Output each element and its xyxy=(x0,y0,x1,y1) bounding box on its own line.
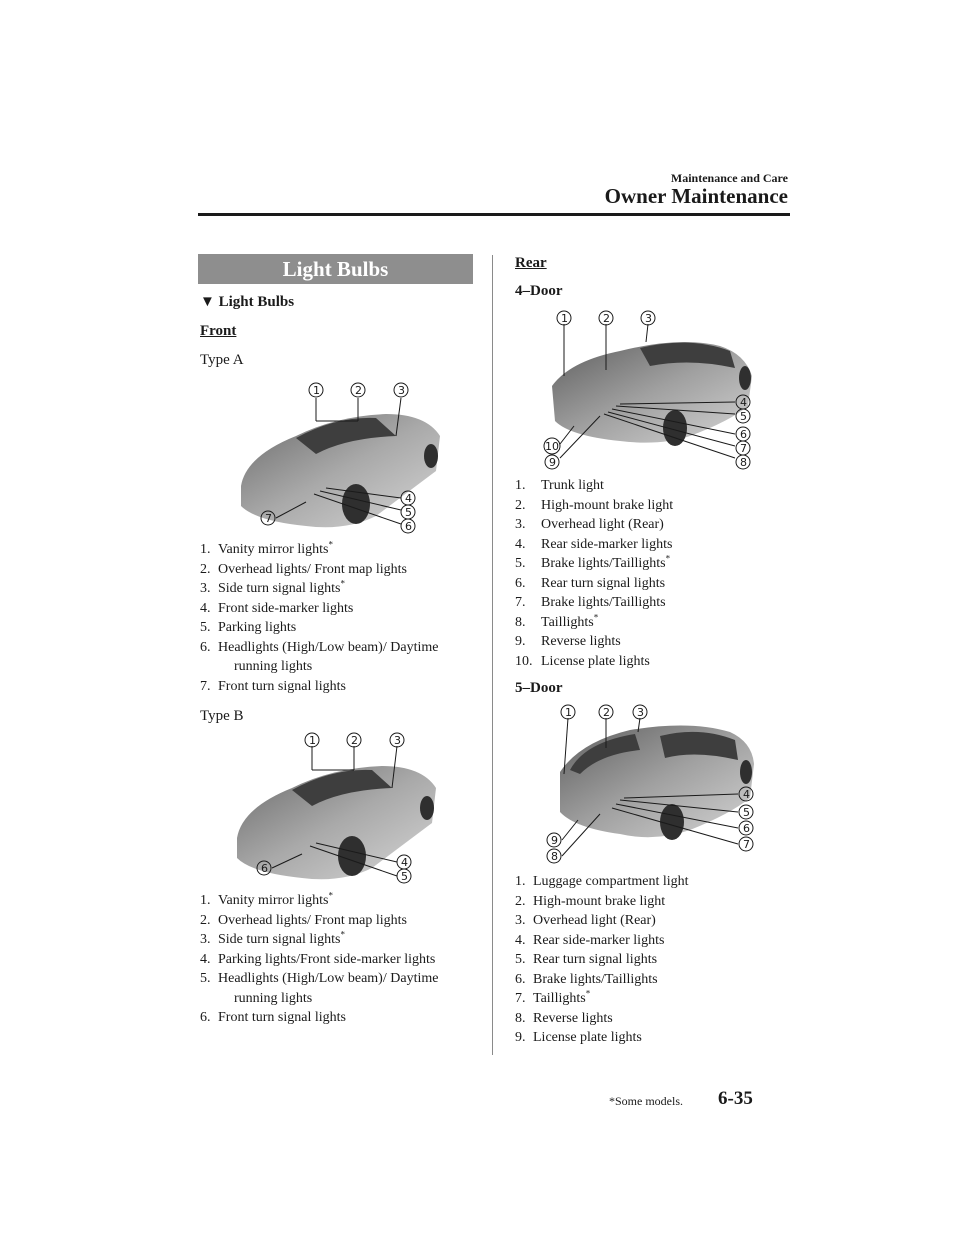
list-item: 8. Taillights* xyxy=(515,611,599,630)
callout-number: 3 xyxy=(398,384,405,397)
callout-number: 7 xyxy=(743,838,750,851)
footnote: *Some models. xyxy=(609,1094,683,1108)
callout-number: 1 xyxy=(565,706,572,719)
callout-number: 9 xyxy=(551,834,558,847)
callout-number: 2 xyxy=(355,384,362,397)
list-item: 9. Reverse lights xyxy=(515,634,621,649)
rear-heading: Rear xyxy=(515,255,547,271)
type-b-car-figure xyxy=(232,728,442,888)
list-item: 7. Taillights* xyxy=(515,988,591,1006)
section-heading xyxy=(200,294,294,311)
list-item: 5. Headlights (High/Low beam)/ Daytime running lights xyxy=(200,971,439,1006)
callout-number: 8 xyxy=(740,456,747,469)
callout-number: 1 xyxy=(561,312,568,325)
callout-number: 5 xyxy=(740,410,747,423)
list-item: 3. Side turn signal lights* xyxy=(200,929,345,947)
front-heading: Front xyxy=(200,323,237,339)
door5-car-figure xyxy=(540,702,760,867)
list-item: 10. License plate lights xyxy=(515,653,650,669)
type-b-label: Type B xyxy=(200,708,244,724)
callout-number: 2 xyxy=(603,706,610,719)
callout-number: 5 xyxy=(743,806,750,819)
section-heading-text: Light Bulbs xyxy=(218,294,295,310)
door4-car-figure xyxy=(540,306,760,476)
list-item: 4. Rear side-marker lights xyxy=(515,536,673,552)
callout-number: 2 xyxy=(603,312,610,325)
callout-number: 1 xyxy=(313,384,320,397)
list-item: 4. Rear side-marker lights xyxy=(515,932,665,948)
list-item: 1. Vanity mirror lights* xyxy=(200,539,333,557)
list-item: 3. Overhead light (Rear) xyxy=(515,913,656,928)
callout-number: 3 xyxy=(637,706,644,719)
callout-number: 5 xyxy=(405,506,412,519)
list-item: 6. Headlights (High/Low beam)/ Daytime running lights xyxy=(200,639,439,674)
callout-number: 10 xyxy=(545,440,559,453)
door4-label: 4–Door xyxy=(515,283,563,299)
callout-number: 6 xyxy=(261,862,268,875)
door4-list xyxy=(515,476,785,671)
type-a-label: Type A xyxy=(200,352,244,368)
list-item: 1. Vanity mirror lights* xyxy=(200,890,333,908)
callout-number: 4 xyxy=(743,788,750,801)
type-a-car-figure xyxy=(236,376,446,536)
list-item: 5. Rear turn signal lights xyxy=(515,952,658,967)
type-a-list xyxy=(200,540,480,696)
list-item: 5. Brake lights/Taillights* xyxy=(515,553,671,571)
type-b-list xyxy=(200,891,485,1028)
callout-number: 8 xyxy=(551,850,558,863)
callout-number: 7 xyxy=(265,512,272,525)
list-item: 5. Parking lights xyxy=(200,620,297,635)
list-item: 2. High-mount brake light xyxy=(515,497,674,513)
callout-number: 6 xyxy=(743,822,750,835)
list-item: 2. Overhead lights/ Front map lights xyxy=(200,561,407,577)
callout-number: 5 xyxy=(401,870,408,883)
list-item: 6. Front turn signal lights xyxy=(200,1010,346,1025)
list-item: 6. Rear turn signal lights xyxy=(515,575,666,591)
list-item: 6. Brake lights/Taillights xyxy=(515,971,658,987)
list-item: 3. Side turn signal lights* xyxy=(200,578,345,596)
callout-number: 2 xyxy=(351,734,358,747)
callout-number: 7 xyxy=(740,442,747,455)
callout-number: 6 xyxy=(740,428,747,441)
list-item: 7. Brake lights/Taillights xyxy=(515,595,666,610)
section-title: Owner Maintenance xyxy=(604,184,788,208)
list-item: 1. Luggage compartment light xyxy=(515,874,689,889)
list-item: 9. License plate lights xyxy=(515,1030,642,1045)
page-number: 6-35 xyxy=(718,1088,753,1109)
callout-number: 4 xyxy=(740,396,747,409)
door5-list xyxy=(515,872,785,1048)
column-divider xyxy=(492,255,493,1055)
header-rule xyxy=(198,213,790,216)
list-item: 2. Overhead lights/ Front map lights xyxy=(200,912,407,928)
chapter-title: Maintenance and Care xyxy=(670,171,788,185)
list-item: 7. Front turn signal lights xyxy=(200,678,346,694)
triangle-marker-icon: ▼ xyxy=(200,294,215,310)
topic-banner: Light Bulbs xyxy=(198,254,473,284)
callout-number: 4 xyxy=(405,492,412,505)
callout-number: 1 xyxy=(309,734,316,747)
list-item: 3. Overhead light (Rear) xyxy=(515,517,664,532)
callout-number: 3 xyxy=(645,312,652,325)
callout-number: 6 xyxy=(405,520,412,533)
list-item: 8. Reverse lights xyxy=(515,1010,613,1026)
list-item: 2. High-mount brake light xyxy=(515,893,666,909)
callout-number: 9 xyxy=(549,456,556,469)
door5-label: 5–Door xyxy=(515,680,563,696)
callout-number: 4 xyxy=(401,856,408,869)
list-item: 1. Trunk light xyxy=(515,478,604,493)
list-item: 4. Parking lights/Front side-marker lights xyxy=(200,951,436,967)
callout-number: 3 xyxy=(394,734,401,747)
list-item: 4. Front side-marker lights xyxy=(200,600,354,616)
